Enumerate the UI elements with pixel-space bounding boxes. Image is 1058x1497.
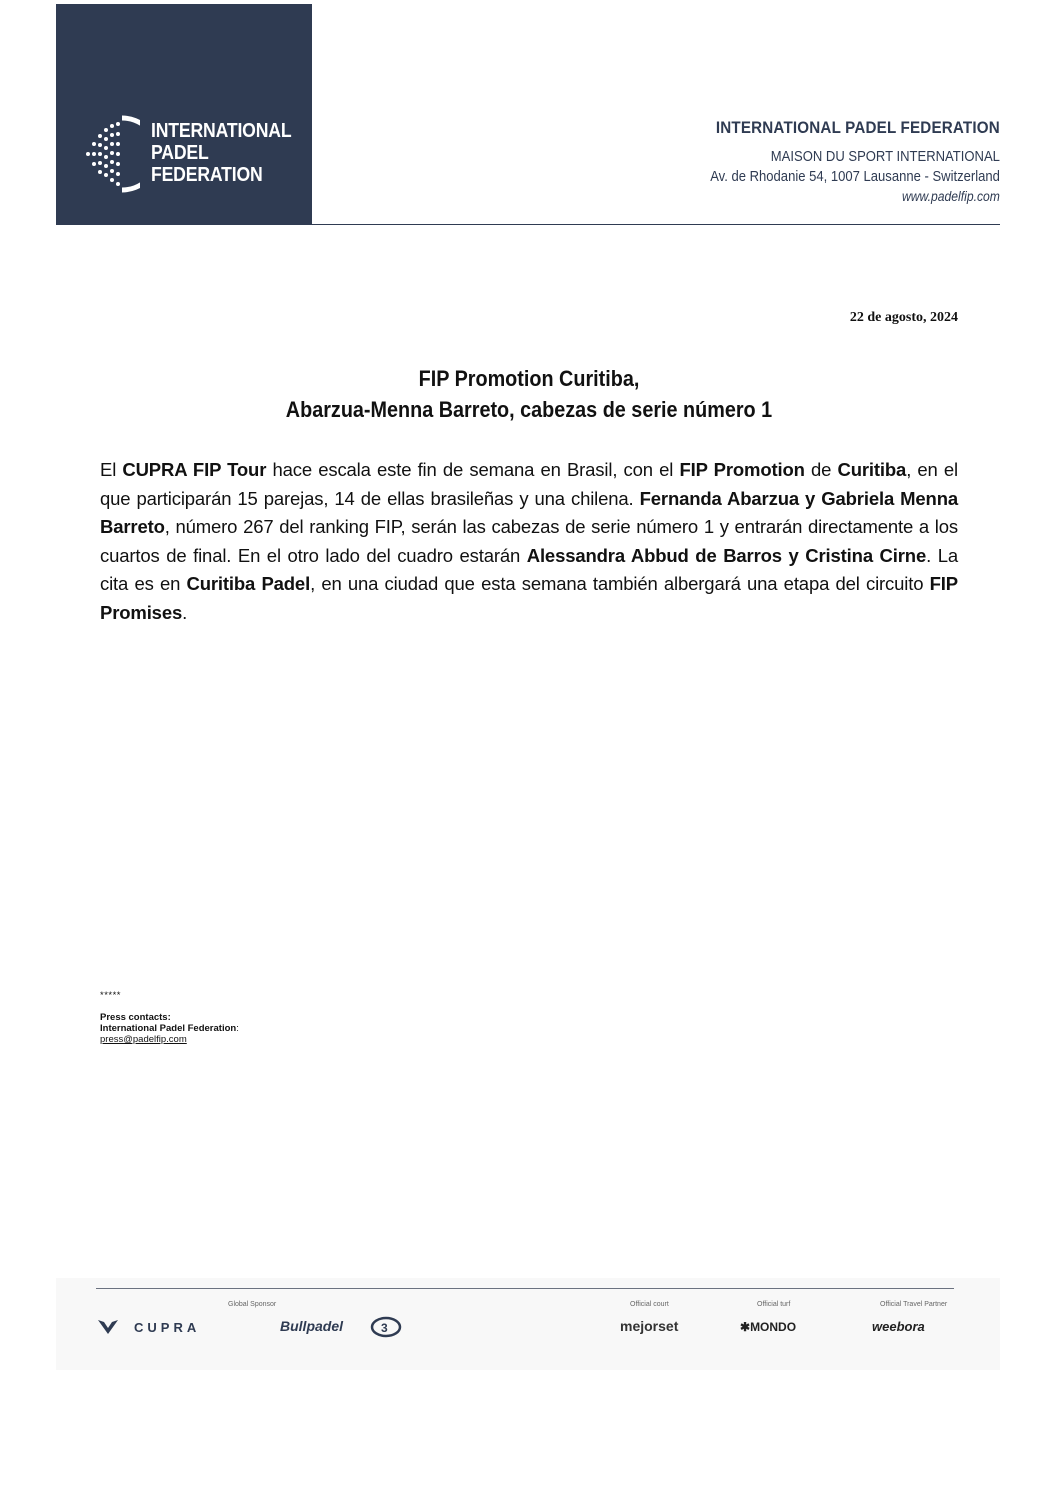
svg-text:3: 3 <box>381 1321 388 1335</box>
logo-wordmark <box>151 120 291 186</box>
contact-organization: International Padel Federation <box>100 1023 237 1034</box>
body-bold-segment: Curitiba <box>837 459 907 480</box>
body-text-segment: . La cita es en <box>100 544 958 594</box>
body-bold-segment: Fernanda Abarzua y Gabriela Menna Barreto <box>100 487 958 537</box>
title-line-1: FIP Promotion Curitiba, <box>418 366 640 391</box>
body-text-segment: , en el que participarán 15 parejas, 14 de ellas brasileñas y una chilena. <box>100 459 958 509</box>
sponsor-logo-bullpadel: Bullpadel <box>280 1318 344 1334</box>
body-text-segment: , en una ciudad que esta semana también albergará una etapa del circuito <box>310 573 930 594</box>
body-bold-segment: FIP Promises <box>100 573 958 623</box>
body-bold-segment: Alessandra Abbud de Barros y Cristina Cirne <box>526 544 927 566</box>
logo-line-3: FEDERATION <box>151 163 263 186</box>
press-contacts-label: Press contacts: <box>100 1012 171 1023</box>
press-release-title <box>143 363 915 425</box>
federation-logo-block <box>56 4 312 225</box>
sponsor-logo-mondo-text: MONDO <box>750 1320 797 1334</box>
body-bold-segment: Curitiba Padel <box>186 573 311 594</box>
padel-ball-logo-icon <box>84 114 140 194</box>
body-text-segment: hace escala este fin de semana en Brasil, con el <box>266 459 680 480</box>
official-turf-label: Official turf <box>757 1301 791 1308</box>
official-court-label: Official court <box>630 1301 669 1308</box>
bullpadel-emblem-icon <box>370 1316 402 1338</box>
press-contacts <box>100 990 239 1045</box>
footer-divider <box>96 1288 954 1289</box>
sponsor-logo-weebora: weebora <box>872 1319 925 1334</box>
logo-line-1: INTERNATIONAL <box>151 119 292 142</box>
travel-partner-label: Official Travel Partner <box>880 1301 948 1308</box>
body-paragraph <box>100 456 958 627</box>
address-line-2: Av. de Rhodanie 54, 1007 Lausanne - Switzerland <box>710 169 1000 185</box>
body-bold-segment: FIP Promotion <box>679 459 805 480</box>
organization-name: INTERNATIONAL PADEL FEDERATION <box>715 119 1000 137</box>
website-link[interactable]: www.padelfip.com <box>902 189 1000 204</box>
cupra-emblem-icon <box>98 1318 118 1336</box>
body-bold-segment: CUPRA FIP Tour <box>122 459 267 480</box>
section-separator: ***** <box>100 990 121 1001</box>
address-line-1: MAISON DU SPORT INTERNATIONAL <box>770 149 1000 165</box>
body-text-segment: El <box>100 459 123 480</box>
sponsor-logo-mondo: ✱MONDO <box>740 1320 797 1334</box>
letterhead-address <box>678 118 1000 206</box>
header-divider <box>56 224 1000 225</box>
sponsor-logo-cupra: CUPRA <box>134 1320 201 1335</box>
body-text-segment: , número 267 del ranking FIP, serán las cabezas de serie número 1 y entrarán directamente a los cuartos de final. En el otro lado del cuadro estarán <box>100 516 958 566</box>
logo-line-2: PADEL <box>151 141 209 164</box>
body-text-segment: . <box>182 601 188 623</box>
press-release-date: 22 de agosto, 2024 <box>849 310 958 325</box>
title-line-2: Abarzua-Menna Barreto, cabezas de serie número 1 <box>285 397 773 422</box>
sponsor-logo-mejorset: mejorset <box>620 1318 679 1334</box>
contact-colon: : <box>236 1023 239 1034</box>
body-text-segment: de <box>804 459 838 480</box>
global-sponsor-label: Global Sponsor <box>228 1301 277 1308</box>
press-email-link[interactable]: press@padelfip.com <box>100 1034 187 1045</box>
